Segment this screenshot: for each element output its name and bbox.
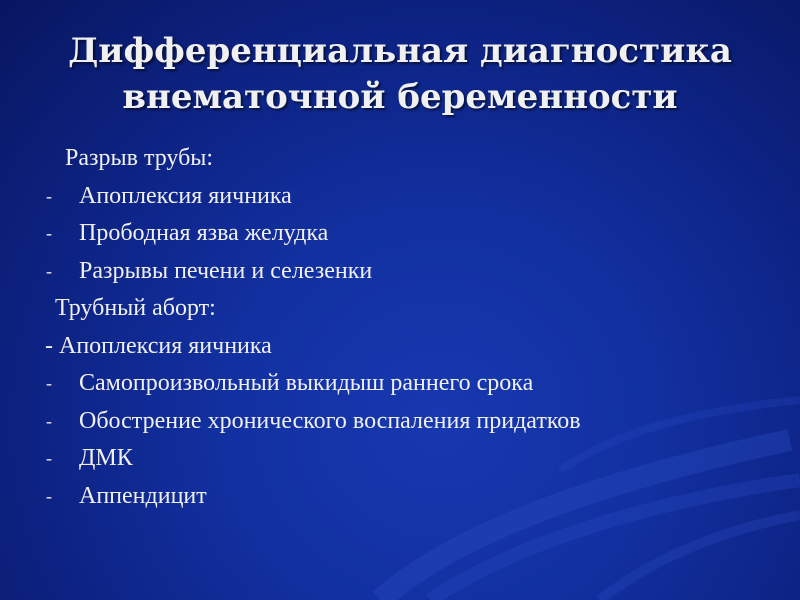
list-item-text: ДМК xyxy=(79,445,133,471)
bullet-dash: - xyxy=(46,373,52,393)
section-heading-tubal-abortion: Трубный аборт: xyxy=(55,295,216,321)
bullet-dash: - xyxy=(46,485,52,506)
bullet-dash: - xyxy=(46,410,52,431)
list-item-text: Прободная язва желудка xyxy=(79,220,329,246)
slide-body xyxy=(44,140,784,515)
list-item-text: Апоплексия яичника xyxy=(79,182,292,209)
list-item xyxy=(44,478,784,516)
list-item-text: Аппендицит xyxy=(79,482,207,509)
bullet-dash: - xyxy=(46,223,52,243)
list-item xyxy=(44,440,784,478)
section-heading-tube-rupture: Разрыв трубы: xyxy=(65,145,214,171)
list-item-text: Самопроизвольный выкидыш раннего срока xyxy=(79,370,534,396)
swirl-arc-inner xyxy=(600,515,800,600)
list-item xyxy=(44,365,784,403)
list-item xyxy=(44,215,784,253)
list-item xyxy=(44,178,784,216)
bullet-dash: - xyxy=(46,448,52,468)
bullet-dash: - xyxy=(46,260,52,281)
slide-title xyxy=(0,28,800,120)
list-item-text: Разрывы печени и селезенки xyxy=(79,257,373,284)
bullet-dash: - xyxy=(46,185,52,206)
list-item-inline: - Апоплексия яичника xyxy=(45,332,272,359)
list-item xyxy=(44,253,784,291)
list-item xyxy=(44,403,784,441)
list-item-text: Обострение хронического воспаления придатков xyxy=(79,407,581,434)
slide-title-line-1: Дифференциальная диагностика xyxy=(68,31,732,71)
slide-title-line-2: внематочной беременности xyxy=(122,77,678,117)
